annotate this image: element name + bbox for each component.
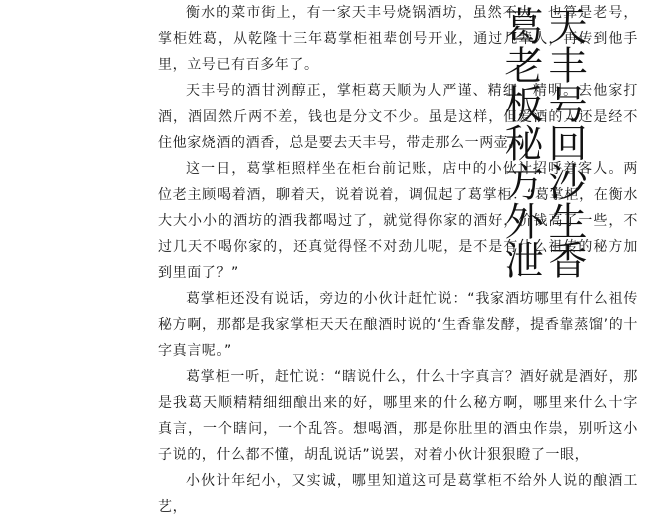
paragraph: 这一日，葛掌柜照样坐在柜台前记账，店中的小伙计招呼着客人。两位老主顾喝着酒，聊着天，说着说着，调侃起了葛掌柜：“葛掌柜，在衡水大大小小的酒坊的酒我都喝过了，就觉得你家的酒好，价钱高了一些，不过几天不喝你家的，还真觉得怪不对劲儿呢，是不是有什么祖传的秘方加到里面了？” bbox=[158, 161, 638, 281]
paragraph: 葛掌柜一听，赶忙说：“瞎说什么，什么十字真言？酒好就是酒好，那是我葛天顺精精细细酿出来的好，哪里来的什么秘方啊，哪里来什么十字真言，一个瞎问，一个乱答。想喝酒，那是你肚里的酒虫作祟，别听这小子说的，什么都不懂，胡乱说话”说罢，对着小伙计狠狠瞪了一眼， bbox=[158, 369, 638, 463]
paragraph: 衡水的菜市街上，有一家天丰号烧锅酒坊，虽然不大，也算是老号，掌柜姓葛，从乾隆十三年葛掌柜祖辈创号开业，通过几辈人，再传到他手里，立号已有百多年了。 bbox=[158, 5, 638, 73]
paragraph: 小伙计年纪小，又实诚，哪里知道这可是葛掌柜不给外人说的酿酒工艺， bbox=[158, 473, 638, 515]
paragraph: 天丰号的酒甘洌醇正，掌柜葛天顺为人严谨、精细、精明。去他家打酒，酒固然斤两不差，钱也是分文不少。虽是这样，但爱酒的人还是经不住他家烧酒的酒香，总是要去天丰号，带走那么一两壶。 bbox=[158, 83, 638, 151]
title-line-1: 天丰号回沙生香 bbox=[542, 6, 587, 279]
paragraph: 葛掌柜还没有说话，旁边的小伙计赶忙说：“我家酒坊哪里有什么祖传秘方啊，那都是我家掌柜天天在酿酒时说的‘生香靠发酵，提香靠蒸馏’的十字真言呢。” bbox=[158, 291, 638, 359]
article-body bbox=[158, 0, 638, 520]
title-line-2: 葛老板秘方外泄 bbox=[498, 6, 543, 279]
